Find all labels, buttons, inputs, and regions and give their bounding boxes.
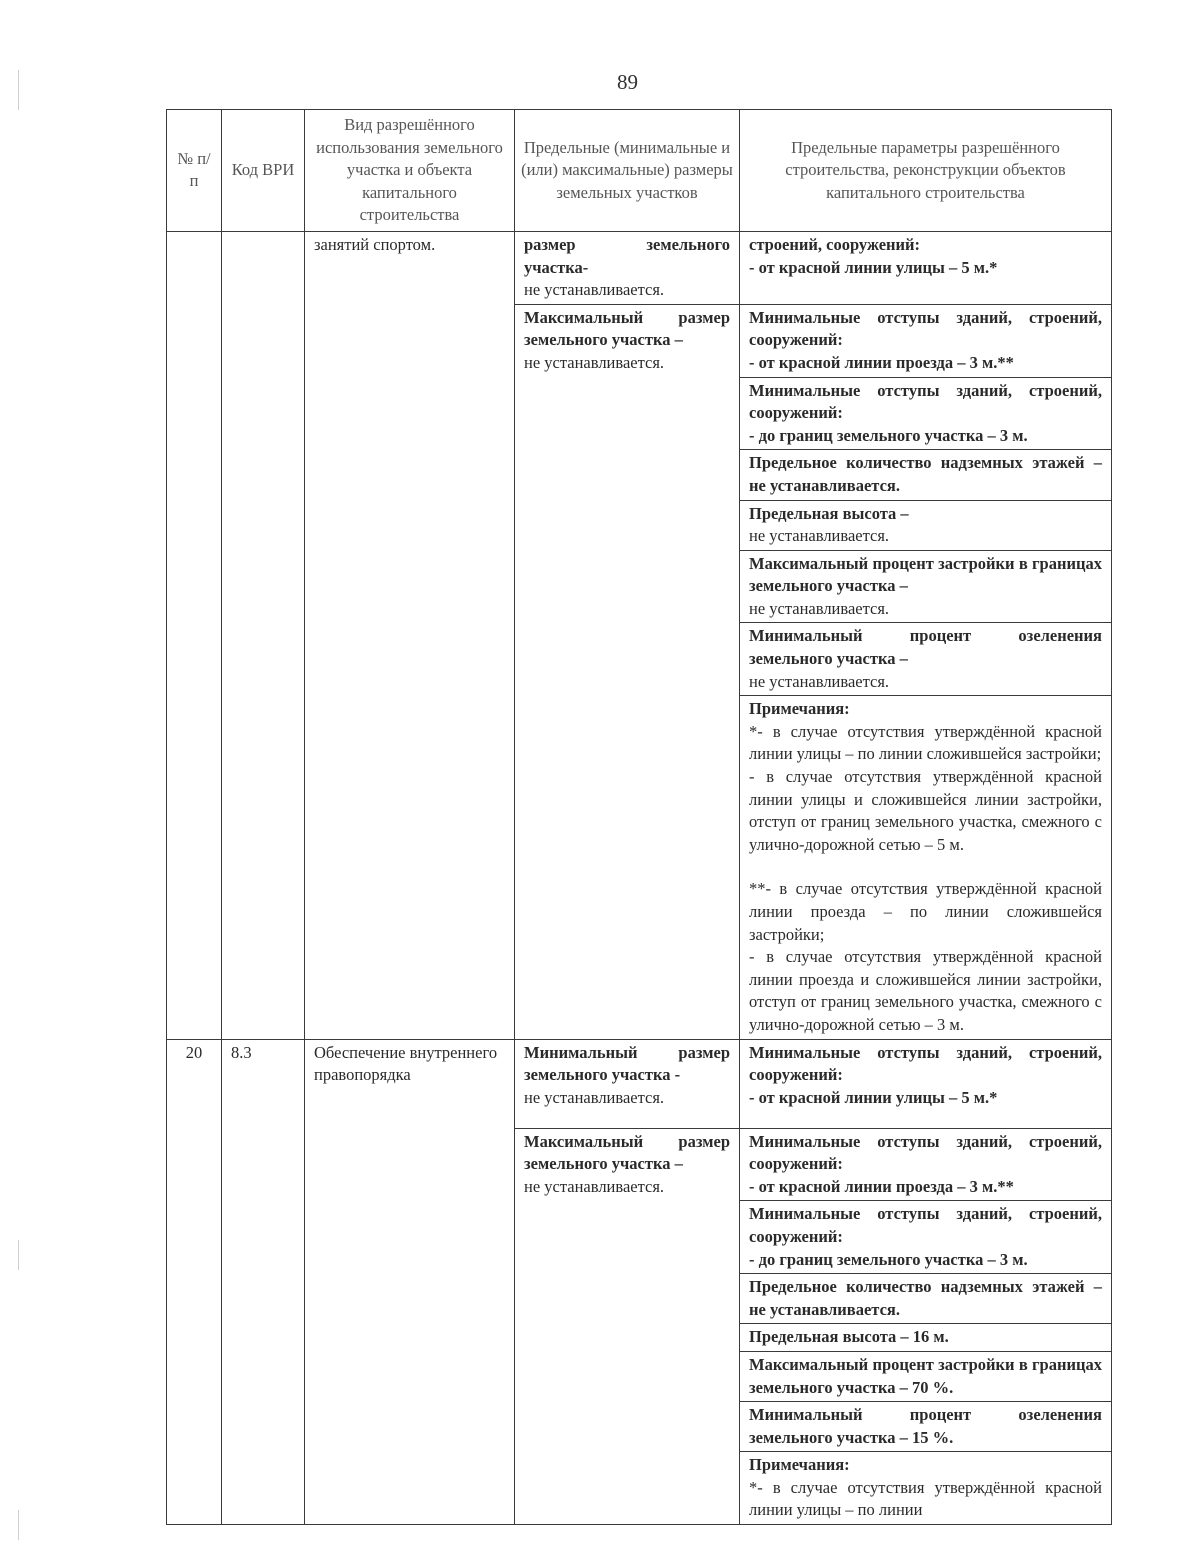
param-setback-street	[740, 1039, 1112, 1128]
param-text: Минимальный процент озеленения земельного участка – 15 %.	[749, 1405, 1102, 1447]
param-setback-boundary	[740, 1201, 1112, 1274]
param-min-greenery	[740, 1402, 1112, 1452]
param-max-coverage	[740, 1351, 1112, 1401]
scan-margin-mark	[18, 1510, 19, 1540]
size-max-value: не устанавливается.	[524, 1176, 665, 1196]
scan-margin-mark	[18, 1240, 19, 1270]
param-value: не устанавливается.	[749, 598, 890, 618]
param-label: Минимальные отступы зданий, строений, сооружений:	[749, 380, 1102, 423]
param-height	[740, 1324, 1112, 1352]
param-value: - от красной линии улицы – 5 м.*	[749, 257, 998, 277]
table-header-row	[167, 110, 1112, 232]
param-value: - от красной линии проезда – 3 м.**	[749, 1176, 1014, 1196]
param-value: - от красной линии проезда – 3 м.**	[749, 352, 1014, 372]
note-text: - в случае отсутствия утверждённой красной линии проезда и сложившейся линии застройки, отступ от границ земельного участка, смежного с улично-дорожной сетью – 3 м.	[749, 947, 1102, 1034]
param-label: Предельная высота –	[749, 503, 909, 523]
param-label: Минимальный процент озеленения земельного участка –	[749, 626, 1102, 669]
size-min-value: не устанавливается.	[524, 1087, 665, 1107]
table-row-continued	[167, 231, 1112, 304]
param-text: Предельное количество надземных этажей – не устанавливается.	[749, 1277, 1102, 1319]
cell-num: 20	[167, 1039, 222, 1525]
header-params: Предельные параметры разрешённого строительства, реконструкции объектов капитального строительства	[740, 110, 1112, 232]
param-setback-driveway	[740, 304, 1112, 377]
param-value: - до границ земельного участка – 3 м.	[749, 425, 1028, 445]
param-setback-boundary	[740, 377, 1112, 450]
cell-size-min	[515, 231, 740, 304]
param-text: Предельная высота – 16 м.	[749, 1327, 949, 1347]
cell-size-min	[515, 1039, 740, 1128]
notes-cell	[740, 696, 1112, 1039]
param-setback-street	[740, 231, 1112, 304]
cell-type: Обеспечение внутреннего правопорядка	[305, 1039, 515, 1525]
note-text: *- в случае отсутствия утверждённой красной линии улицы – по линии	[749, 1477, 1102, 1520]
param-value: не устанавливается.	[749, 526, 890, 546]
cell-code	[222, 231, 305, 1039]
size-max-label: Максимальный размер земельного участка –	[524, 1131, 730, 1174]
cell-size-max	[515, 1128, 740, 1525]
header-num: № п/п	[167, 110, 222, 232]
size-max-label: Максимальный размер земельного участка –	[524, 307, 730, 350]
param-text: Максимальный процент застройки в границах земельного участка – 70 %.	[749, 1354, 1102, 1397]
param-max-coverage	[740, 550, 1112, 623]
param-label: Минимальные отступы зданий, строений, сооружений:	[749, 1131, 1102, 1174]
param-value: не устанавливается.	[749, 671, 890, 691]
note-text: **- в случае отсутствия утверждённой красной линии проезда – по линии сложившейся застройки;	[749, 879, 1102, 944]
param-setback-driveway	[740, 1128, 1112, 1201]
param-label: Минимальные отступы зданий, строений, сооружений:	[749, 307, 1102, 350]
cell-type	[305, 231, 515, 1039]
param-text: Предельное количество надземных этажей – не устанавливается.	[749, 453, 1102, 495]
param-floors	[740, 1274, 1112, 1324]
cell-num	[167, 231, 222, 1039]
header-size: Предельные (минимальные и (или) максимальные) размеры земельных участков	[515, 110, 740, 232]
notes-title: Примечания:	[749, 699, 850, 719]
header-type: Вид разрешённого использования земельного участка и объекта капитального строительства	[305, 110, 515, 232]
regulations-table	[166, 109, 1112, 1525]
page-number: 89	[617, 70, 638, 94]
type-text: занятий спортом.	[314, 234, 436, 254]
param-min-greenery	[740, 623, 1112, 696]
size-min-value: не устанавливается.	[524, 280, 665, 300]
table-row-20	[167, 1039, 1112, 1128]
note-text: *- в случае отсутствия утверждённой красной линии улицы – по линии сложившейся застройки;	[749, 721, 1102, 764]
param-floors	[740, 450, 1112, 500]
param-value: - до границ земельного участка – 3 м.	[749, 1249, 1028, 1269]
param-label: строений, сооружений:	[749, 234, 921, 254]
note-text: - в случае отсутствия утверждённой красной линии улицы и сложившейся линии застройки, отступ от границ земельного участка, смежного с улично-дорожной сетью – 5 м.	[749, 767, 1102, 854]
cell-code: 8.3	[222, 1039, 305, 1525]
header-code: Код ВРИ	[222, 110, 305, 232]
notes-title: Примечания:	[749, 1455, 850, 1475]
param-label: Минимальные отступы зданий, строений, сооружений:	[749, 1042, 1102, 1085]
param-label: Максимальный процент застройки в границах земельного участка –	[749, 553, 1102, 596]
param-height	[740, 500, 1112, 550]
notes-cell	[740, 1452, 1112, 1525]
param-label: Минимальные отступы зданий, строений, сооружений:	[749, 1204, 1102, 1246]
size-min-label: размер земельного участка-	[524, 234, 730, 277]
size-max-value: не устанавливается.	[524, 352, 665, 372]
param-value: - от красной линии улицы – 5 м.*	[749, 1087, 998, 1107]
size-min-label: Минимальный размер земельного участка -	[524, 1042, 730, 1085]
cell-size-max	[515, 304, 740, 1039]
